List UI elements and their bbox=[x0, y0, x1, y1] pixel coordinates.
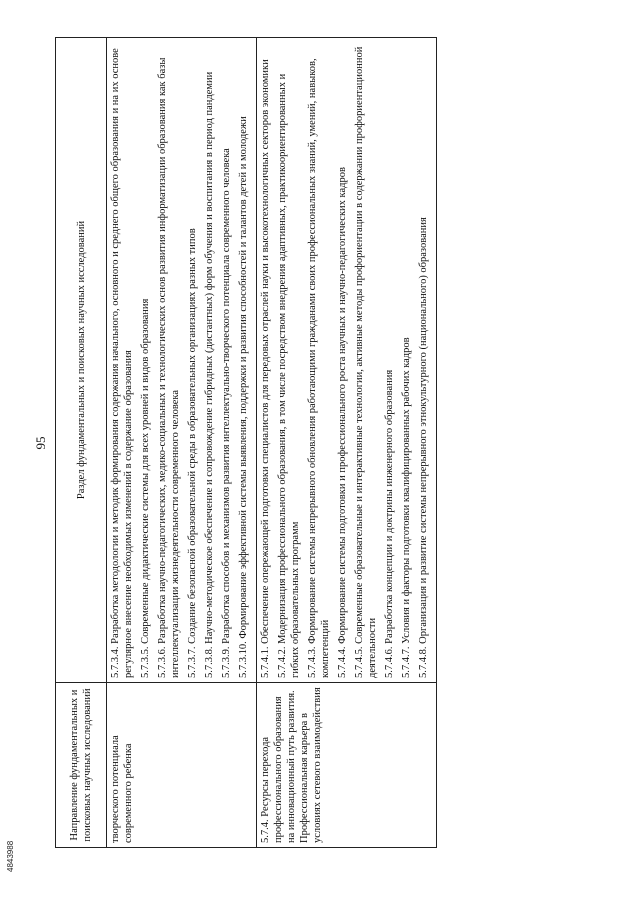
section-entry: 5.7.4.1. Обеспечение опережающей подготовки специалистов для передовых отраслей науки и высокотехнологичных секторов экономики bbox=[260, 59, 271, 678]
section-entry: 5.7.4.8. Организация и развитие системы непрерывного этнокультурного (национального) образования bbox=[418, 217, 429, 678]
document-id: 4843988 bbox=[6, 840, 15, 872]
section-entry: 5.7.4.2. Модернизация профессионального образования, в том числе посредством внедрения адаптивных, практикоориентированных и гибких образовательных программ bbox=[277, 73, 301, 678]
research-directions-table bbox=[55, 37, 437, 848]
direction-cell bbox=[107, 683, 257, 848]
section-entry: 5.7.4.7. Условия и факторы подготовки квалифицированных рабочих кадров bbox=[401, 337, 412, 678]
direction-text: творческого потенциала современного ребенка bbox=[110, 735, 134, 843]
table-row bbox=[107, 38, 257, 848]
rotated-landscape-content bbox=[33, 38, 575, 848]
table-header-row bbox=[56, 38, 107, 848]
section-entry: 5.7.3.6. Разработка научно-педагогических, медико-социальных и технологических основ развития информатизации образования как базы интеллектуализации жизнедеятельности современного человека bbox=[157, 57, 181, 678]
section-entry: 5.7.3.4. Разработка методологии и методик формирования содержания начального, основного и среднего общего образования и на их основе регулярное внесение необходимых изменений в содержание образования bbox=[110, 48, 134, 678]
header-section: Раздел фундаментальных и поисковых научных исследований bbox=[56, 38, 107, 683]
section-entry: 5.7.3.5. Современные дидактические системы для всех уровней и видов образования bbox=[140, 298, 151, 678]
section-entry: 5.7.3.9. Разработка способов и механизмов развития интеллектуально-творческого потенциала современного человека bbox=[221, 148, 232, 678]
section-entry: 5.7.4.5. Современные образовательные и интерактивные технологии, активные методы профориентации в содержании профориентационной деятельности bbox=[354, 46, 378, 678]
section-entry: 5.7.3.8. Научно-методическое обеспечение и сопровождение гибридных (дистантных) форм обучения и воспитания в период пандемии bbox=[204, 71, 215, 678]
direction-text: Профессиональная карьера в условиях сетевого взаимодействия bbox=[299, 687, 323, 843]
section-entry: 5.7.4.4. Формирование системы подготовки и профессионального роста научных и научно-педагогических кадров bbox=[337, 167, 348, 678]
section-entry: 5.7.3.7. Создание безопасной образовательной среды в образовательных организациях разных типов bbox=[187, 228, 198, 678]
section-entry: 5.7.3.10. Формирование эффективной системы выявления, поддержки и развития способностей и талантов детей и молодежи bbox=[238, 116, 249, 678]
section-entry: 5.7.4.6. Разработка концепции и доктрины инженерного образования bbox=[384, 369, 395, 678]
header-direction: Направление фундаментальных и поисковых научных исследований bbox=[56, 683, 107, 848]
section-cell bbox=[257, 38, 437, 683]
section-cell bbox=[107, 38, 257, 683]
table-row bbox=[257, 38, 437, 848]
direction-cell bbox=[257, 683, 437, 848]
section-entry: 5.7.4.3. Формирование системы непрерывного обновления работающими гражданами своих профессиональных знаний, умений, навыков, компетенций bbox=[307, 58, 331, 678]
direction-text: 5.7.4. Ресурсы перехода профессионального образования на инновационный путь развития. bbox=[260, 690, 297, 843]
page-number: 95 bbox=[33, 436, 48, 450]
